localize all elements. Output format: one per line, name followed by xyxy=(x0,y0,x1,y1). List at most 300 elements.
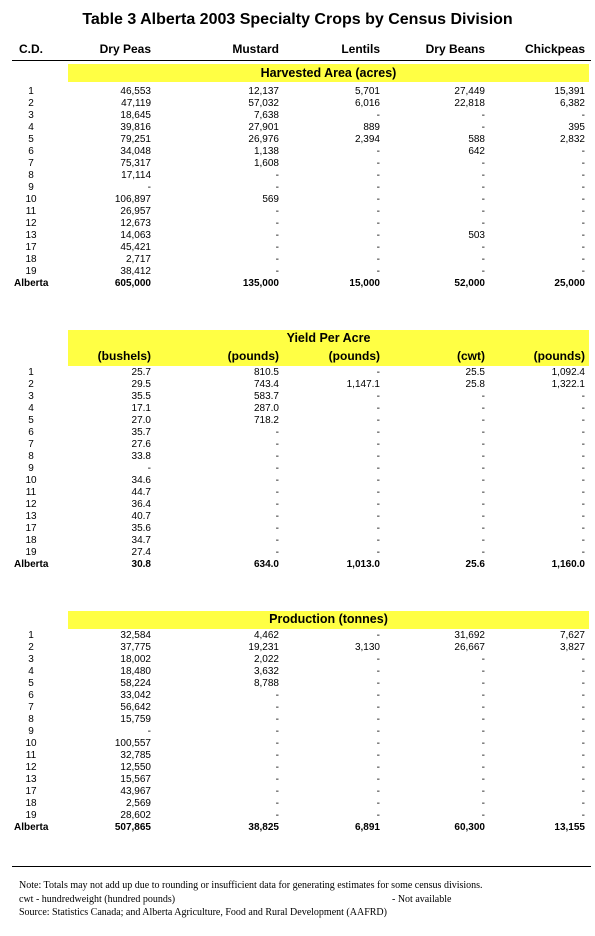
table-cell: - xyxy=(481,110,485,121)
table-row xyxy=(0,254,595,266)
table-row xyxy=(0,726,595,738)
table-cell: - xyxy=(481,403,485,414)
table-row xyxy=(0,146,595,158)
table-cell: 2,022 xyxy=(253,654,279,665)
table-cell: - xyxy=(275,475,279,486)
table-row xyxy=(0,98,595,110)
table-row xyxy=(0,511,595,523)
table-cell: - xyxy=(481,427,485,438)
table-cell: 5,701 xyxy=(354,86,380,97)
table-cell: 26,976 xyxy=(248,134,279,145)
table-cell: - xyxy=(376,535,380,546)
table-cell: - xyxy=(376,206,380,217)
table-row xyxy=(0,535,595,547)
table-cell: 12,550 xyxy=(120,762,151,773)
table-cell: 2,717 xyxy=(125,254,151,265)
note-not-available: - Not available xyxy=(392,893,452,905)
table-cell: - xyxy=(376,630,380,641)
table-cell: 38,412 xyxy=(120,266,151,277)
table-cell: - xyxy=(275,690,279,701)
table-row xyxy=(0,798,595,810)
table-cell: 35.7 xyxy=(131,427,151,438)
table-cell: - xyxy=(376,762,380,773)
table-cell: 25.6 xyxy=(465,559,485,570)
table-cell: - xyxy=(481,487,485,498)
table-cell: 60,300 xyxy=(454,822,485,833)
table-row xyxy=(0,134,595,146)
table-cell: 106,897 xyxy=(114,194,151,205)
table-cell: 4,462 xyxy=(253,630,279,641)
table-cell: - xyxy=(376,427,380,438)
census-division: 7 xyxy=(28,439,34,450)
table-cell: 17.1 xyxy=(131,403,151,414)
table-cell: - xyxy=(481,750,485,761)
census-division: 9 xyxy=(28,726,34,737)
table-cell: - xyxy=(376,242,380,253)
table-cell: - xyxy=(147,182,151,193)
table-cell: - xyxy=(581,762,585,773)
table-row xyxy=(0,499,595,511)
table-cell: 3,632 xyxy=(253,666,279,677)
census-division: 8 xyxy=(28,714,34,725)
table-cell: - xyxy=(275,487,279,498)
table-row xyxy=(0,206,595,218)
table-cell: - xyxy=(275,810,279,821)
header-mustard: Mustard xyxy=(232,42,279,56)
table-cell: - xyxy=(376,654,380,665)
table-cell: - xyxy=(481,158,485,169)
table-cell: 46,553 xyxy=(120,86,151,97)
census-division: 5 xyxy=(28,415,34,426)
table-cell: 19,231 xyxy=(248,642,279,653)
table-cell: - xyxy=(376,666,380,677)
table-cell: 588 xyxy=(468,134,485,145)
table-cell: - xyxy=(275,726,279,737)
table-row xyxy=(0,810,595,822)
table-cell: 743.4 xyxy=(253,379,279,390)
census-division: 13 xyxy=(25,774,37,785)
table-cell: 34,048 xyxy=(120,146,151,157)
table-cell: 7,638 xyxy=(253,110,279,121)
table-cell: 1,160.0 xyxy=(551,559,585,570)
table-cell: - xyxy=(581,499,585,510)
table-cell: - xyxy=(581,487,585,498)
table-row xyxy=(0,678,595,690)
table-cell: 15,567 xyxy=(120,774,151,785)
census-division: 12 xyxy=(25,499,37,510)
table-cell: - xyxy=(581,182,585,193)
table-cell: - xyxy=(275,451,279,462)
table-row xyxy=(0,630,595,642)
table-cell: - xyxy=(376,403,380,414)
table-cell: 2,832 xyxy=(559,134,585,145)
table-cell: - xyxy=(376,439,380,450)
table-row xyxy=(0,642,595,654)
census-division: Alberta xyxy=(14,278,49,289)
table-cell: - xyxy=(376,266,380,277)
table-cell: - xyxy=(376,367,380,378)
table-cell: 40.7 xyxy=(131,511,151,522)
table-cell: 38,825 xyxy=(248,822,279,833)
table-cell: 34.6 xyxy=(131,475,151,486)
header-dry-peas: Dry Peas xyxy=(99,42,151,56)
table-cell: - xyxy=(581,774,585,785)
note-cwt: cwt - hundredweight (hundred pounds) xyxy=(19,893,176,905)
table-row xyxy=(0,738,595,750)
table-cell: 718.2 xyxy=(253,415,279,426)
table-cell: - xyxy=(376,230,380,241)
table-cell: - xyxy=(376,254,380,265)
table-cell: - xyxy=(376,463,380,474)
table-cell: - xyxy=(481,182,485,193)
table-cell: - xyxy=(581,110,585,121)
table-row xyxy=(0,391,595,403)
table-cell: - xyxy=(275,738,279,749)
table-title: Table 3 Alberta 2003 Specialty Crops by Census Division xyxy=(82,11,513,28)
table-cell: 395 xyxy=(568,122,585,133)
table-cell: - xyxy=(275,714,279,725)
census-division: 18 xyxy=(25,535,37,546)
table-cell: - xyxy=(275,230,279,241)
table-row xyxy=(0,523,595,535)
table-cell: - xyxy=(275,750,279,761)
table-cell: 36.4 xyxy=(131,499,151,510)
table-cell: - xyxy=(376,750,380,761)
table-cell: 25,000 xyxy=(554,278,585,289)
table-cell: - xyxy=(376,702,380,713)
table-row xyxy=(0,463,595,475)
table-cell: - xyxy=(376,547,380,558)
table-row xyxy=(0,367,595,379)
table-cell: - xyxy=(481,218,485,229)
table-cell: 15,759 xyxy=(120,714,151,725)
table-cell: - xyxy=(376,194,380,205)
table-row xyxy=(0,654,595,666)
table-cell: 28,602 xyxy=(120,810,151,821)
table-cell: - xyxy=(581,266,585,277)
table-row xyxy=(0,547,595,559)
table-cell: - xyxy=(581,218,585,229)
table-cell: - xyxy=(581,786,585,797)
unit-label: (bushels) xyxy=(97,349,151,363)
table-row xyxy=(0,110,595,122)
table-cell: - xyxy=(275,547,279,558)
table-cell: 25.8 xyxy=(465,379,485,390)
table-cell: - xyxy=(275,535,279,546)
table-cell: 33,042 xyxy=(120,690,151,701)
census-division: 4 xyxy=(28,666,34,677)
census-division: 1 xyxy=(28,630,34,641)
table-cell: - xyxy=(376,487,380,498)
table-cell: 22,818 xyxy=(454,98,485,109)
table-cell: - xyxy=(581,750,585,761)
table-cell: - xyxy=(481,738,485,749)
table-cell: - xyxy=(581,230,585,241)
table-row xyxy=(0,86,595,98)
table-cell: - xyxy=(275,499,279,510)
table-row xyxy=(0,379,595,391)
table-cell: - xyxy=(481,511,485,522)
table-cell: - xyxy=(376,415,380,426)
census-division: 13 xyxy=(25,511,37,522)
table-cell: - xyxy=(581,427,585,438)
table-cell: 889 xyxy=(363,122,380,133)
table-cell: 14,063 xyxy=(120,230,151,241)
table-cell: - xyxy=(481,678,485,689)
table-cell: - xyxy=(376,798,380,809)
table-cell: - xyxy=(275,798,279,809)
table-cell: - xyxy=(275,463,279,474)
census-division: 19 xyxy=(25,810,37,821)
table-cell: - xyxy=(481,762,485,773)
table-row xyxy=(0,230,595,242)
table-row xyxy=(0,750,595,762)
table-cell: - xyxy=(581,254,585,265)
table-cell: 2,394 xyxy=(354,134,380,145)
table-cell: - xyxy=(376,218,380,229)
table-cell: - xyxy=(275,511,279,522)
census-division: 9 xyxy=(28,463,34,474)
table-cell: - xyxy=(376,678,380,689)
table-cell: - xyxy=(376,690,380,701)
table-cell: 44.7 xyxy=(131,487,151,498)
table-cell: - xyxy=(376,391,380,402)
table-row xyxy=(0,487,595,499)
table-cell: - xyxy=(481,475,485,486)
table-cell: 27.4 xyxy=(131,547,151,558)
table-cell: 27,901 xyxy=(248,122,279,133)
table-cell: - xyxy=(581,810,585,821)
table-cell: 18,002 xyxy=(120,654,151,665)
table-cell: - xyxy=(581,547,585,558)
table-cell: 1,138 xyxy=(253,146,279,157)
table-cell: 43,967 xyxy=(120,786,151,797)
header-chickpeas: Chickpeas xyxy=(524,42,585,56)
table-row xyxy=(0,218,595,230)
census-division: 4 xyxy=(28,122,34,133)
table-cell: - xyxy=(481,690,485,701)
table-row xyxy=(0,666,595,678)
table-row xyxy=(0,158,595,170)
unit-label: (pounds) xyxy=(227,349,279,363)
table-cell: 287.0 xyxy=(253,403,279,414)
census-division: 10 xyxy=(25,738,37,749)
table-cell: - xyxy=(376,499,380,510)
table-cell: - xyxy=(481,535,485,546)
census-division: 11 xyxy=(25,487,37,498)
note-source: Source: Statistics Canada; and Alberta Agriculture, Food and Rural Development (AAFRD) xyxy=(19,907,387,918)
table-cell: - xyxy=(376,110,380,121)
table-cell: - xyxy=(581,798,585,809)
table-cell: - xyxy=(581,690,585,701)
table-cell: - xyxy=(481,391,485,402)
table-cell: 1,147.1 xyxy=(346,379,380,390)
footer-rule xyxy=(12,866,591,867)
table-cell: - xyxy=(581,726,585,737)
table-cell: 47,119 xyxy=(121,98,151,109)
table-row xyxy=(0,427,595,439)
table-cell: 30.8 xyxy=(131,559,151,570)
census-division: 10 xyxy=(25,194,37,205)
table-cell: 13,155 xyxy=(554,822,585,833)
table-cell: - xyxy=(376,523,380,534)
table-cell: - xyxy=(481,194,485,205)
census-division: 2 xyxy=(28,379,34,390)
table-cell: - xyxy=(376,182,380,193)
census-division: 1 xyxy=(28,86,34,97)
table-cell: - xyxy=(581,391,585,402)
table-cell: 25.7 xyxy=(131,367,151,378)
table-cell: - xyxy=(275,762,279,773)
census-division: 6 xyxy=(28,146,34,157)
table-cell: - xyxy=(275,427,279,438)
table-cell: 29.5 xyxy=(131,379,151,390)
table-cell: - xyxy=(275,439,279,450)
table-cell: - xyxy=(581,463,585,474)
table-cell: - xyxy=(376,810,380,821)
table-cell: - xyxy=(581,206,585,217)
table-cell: 33.8 xyxy=(131,451,151,462)
table-cell: - xyxy=(581,678,585,689)
census-division: 17 xyxy=(25,786,37,797)
census-division: 2 xyxy=(28,98,34,109)
table-cell: - xyxy=(581,194,585,205)
table-cell: 75,317 xyxy=(120,158,151,169)
table-cell: 45,421 xyxy=(120,242,151,253)
table-cell: - xyxy=(581,146,585,157)
total-row xyxy=(0,278,595,290)
table-cell: 634.0 xyxy=(253,559,279,570)
table-cell: 26,957 xyxy=(120,206,151,217)
table-cell: - xyxy=(581,439,585,450)
table-cell: - xyxy=(481,726,485,737)
table-cell: 1,013.0 xyxy=(346,559,380,570)
table-row xyxy=(0,242,595,254)
table-row xyxy=(0,415,595,427)
table-cell: 27,449 xyxy=(454,86,485,97)
unit-label: (cwt) xyxy=(457,349,485,363)
table-cell: - xyxy=(481,774,485,785)
table-cell: 605,000 xyxy=(114,278,151,289)
header-dry-beans: Dry Beans xyxy=(425,42,485,56)
table-cell: 7,627 xyxy=(559,630,585,641)
table-row xyxy=(0,786,595,798)
table-cell: - xyxy=(376,146,380,157)
table-cell: 12,673 xyxy=(120,218,151,229)
table-cell: 3,827 xyxy=(559,642,585,653)
table-cell: - xyxy=(481,170,485,181)
table-cell: 32,584 xyxy=(120,630,151,641)
table-cell: 569 xyxy=(262,194,279,205)
table-cell: - xyxy=(581,511,585,522)
table-cell: - xyxy=(481,654,485,665)
table-cell: - xyxy=(376,475,380,486)
table-cell: - xyxy=(376,726,380,737)
table-cell: - xyxy=(275,786,279,797)
table-cell: - xyxy=(581,702,585,713)
table-cell: 1,322.1 xyxy=(551,379,585,390)
table-cell: - xyxy=(147,726,151,737)
table-cell: - xyxy=(376,786,380,797)
table-cell: - xyxy=(481,547,485,558)
table-cell: 507,865 xyxy=(114,822,151,833)
table-cell: - xyxy=(275,206,279,217)
table-row xyxy=(0,439,595,451)
table-cell: - xyxy=(581,523,585,534)
table-cell: 6,382 xyxy=(559,98,585,109)
table-row xyxy=(0,122,595,134)
census-division: 19 xyxy=(25,266,37,277)
table-cell: 34.7 xyxy=(131,535,151,546)
census-division: 6 xyxy=(28,427,34,438)
table-row xyxy=(0,475,595,487)
table-row xyxy=(0,266,595,278)
census-division: 3 xyxy=(28,110,34,121)
census-division: 11 xyxy=(25,206,37,217)
table-row xyxy=(0,774,595,786)
census-division: 1 xyxy=(28,367,34,378)
census-division: 10 xyxy=(25,475,37,486)
note-units xyxy=(19,893,483,907)
table-cell: 12,137 xyxy=(248,86,279,97)
table-cell: - xyxy=(481,451,485,462)
table-cell: 27.0 xyxy=(131,415,151,426)
table-cell: - xyxy=(581,158,585,169)
table-cell: 37,775 xyxy=(120,642,151,653)
table-cell: - xyxy=(581,242,585,253)
census-division: 8 xyxy=(28,451,34,462)
table-cell: 31,692 xyxy=(454,630,485,641)
unit-label: (pounds) xyxy=(328,349,380,363)
table-cell: 52,000 xyxy=(454,278,485,289)
table-cell: - xyxy=(481,786,485,797)
table-cell: - xyxy=(481,266,485,277)
total-row xyxy=(0,559,595,571)
table-cell: - xyxy=(581,738,585,749)
table-cell: - xyxy=(481,714,485,725)
census-division: Alberta xyxy=(14,559,49,570)
header-lentils: Lentils xyxy=(341,42,380,56)
table-cell: 583.7 xyxy=(253,391,279,402)
table-cell: 3,130 xyxy=(354,642,380,653)
census-division: Alberta xyxy=(14,822,49,833)
table-cell: - xyxy=(481,463,485,474)
census-division: 4 xyxy=(28,403,34,414)
table-cell: - xyxy=(581,170,585,181)
table-cell: 57,032 xyxy=(248,98,279,109)
table-cell: 100,557 xyxy=(114,738,151,749)
table-cell: 18,480 xyxy=(120,666,151,677)
header-cd: C.D. xyxy=(19,42,43,56)
table-cell: 32,785 xyxy=(120,750,151,761)
table-cell: 39,816 xyxy=(120,122,151,133)
table-cell: - xyxy=(481,415,485,426)
census-division: 5 xyxy=(28,134,34,145)
census-division: 18 xyxy=(25,798,37,809)
table-cell: - xyxy=(481,206,485,217)
notes xyxy=(19,879,483,920)
table-cell: - xyxy=(481,242,485,253)
table-cell: - xyxy=(275,182,279,193)
census-division: 13 xyxy=(25,230,37,241)
table-cell: - xyxy=(376,774,380,785)
table-cell: 58,224 xyxy=(120,678,151,689)
table-row xyxy=(0,403,595,415)
table-cell: 27.6 xyxy=(131,439,151,450)
census-division: 2 xyxy=(28,642,34,653)
table-cell: 56,642 xyxy=(120,702,151,713)
census-division: 3 xyxy=(28,654,34,665)
